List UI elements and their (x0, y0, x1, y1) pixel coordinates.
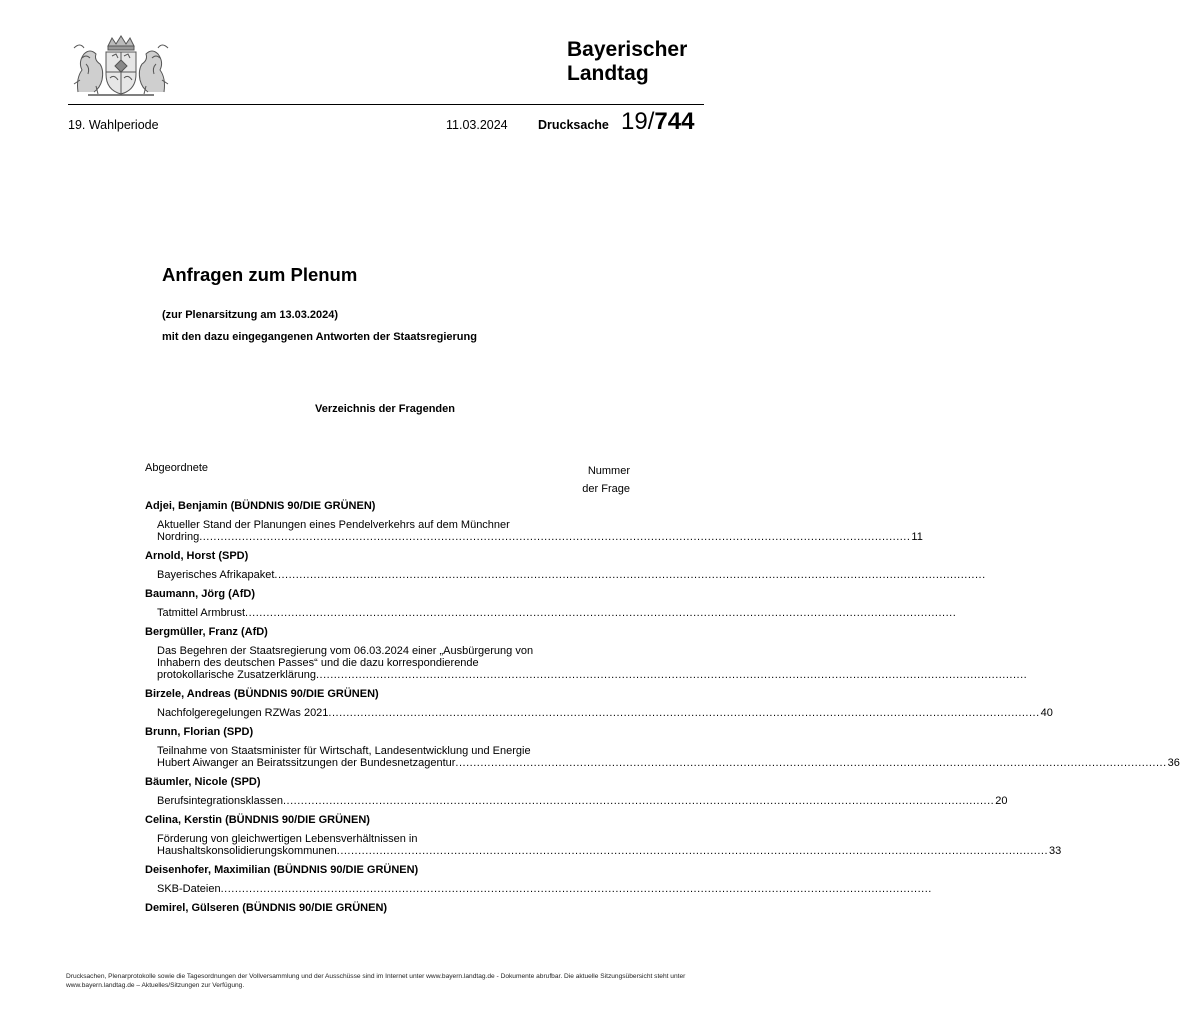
delegate-list (145, 499, 1180, 921)
question-topic (145, 607, 957, 619)
question-topic (145, 833, 1062, 857)
delegate-name: Baumann, Jörg (AfD) (145, 588, 255, 600)
dot-leader: ........................................................................................................................................................................................................ (274, 569, 986, 581)
brand-line-1: Bayerischer (567, 38, 688, 61)
topic-line: Das Begehren der Staatsregierung vom 06.03.2024 einer „Ausbürgerung von (157, 645, 534, 657)
topic-last-line (157, 795, 1008, 807)
bavarian-coat-of-arms-icon (68, 34, 174, 98)
topic-text: Berufsintegrationsklassen (157, 795, 283, 807)
question-number: 11 (911, 531, 923, 543)
question-topic (145, 745, 1180, 769)
list-item (145, 725, 1180, 769)
topic-text: Bayerisches Afrikapaket (157, 569, 275, 581)
topic-line: Aktueller Stand der Planungen eines Pendelverkehrs auf dem Münchner (157, 519, 510, 531)
topic-text: Nachfolgeregelungen RZWas 2021 (157, 707, 329, 719)
topic-last-line (157, 569, 986, 581)
wahlperiode: 19. Wahlperiode (68, 118, 159, 132)
drucksache-id: 744 (654, 108, 695, 135)
subtitle-answers: mit den dazu eingegangenen Antworten der Staatsregierung (162, 331, 477, 343)
page-title: Anfragen zum Plenum (162, 264, 358, 285)
topic-text: Haushaltskonsolidierungskommunen (157, 845, 337, 857)
topic-last-line (157, 531, 923, 543)
delegate-name: Celina, Kerstin (BÜNDNIS 90/DIE GRÜNEN) (145, 814, 370, 826)
topic-text: SKB-Dateien (157, 883, 221, 895)
list-item (145, 901, 631, 915)
dot-leader: ........................................................................................................................................................................................................ (336, 845, 1048, 857)
delegate-name: Birzele, Andreas (BÜNDNIS 90/DIE GRÜNEN) (145, 688, 379, 700)
delegate-name: Brunn, Florian (SPD) (145, 726, 254, 738)
dot-leader: ........................................................................................................................................................................................................ (282, 795, 995, 807)
question-number: 40 (1040, 707, 1053, 719)
header-divider (68, 104, 704, 105)
column-header-number-line1: Nummer (587, 465, 630, 477)
topic-line: Inhabern des deutschen Passes“ und die dazu korrespondierende (157, 657, 479, 669)
topic-text: Nordring (157, 531, 200, 543)
topic-last-line (157, 845, 1062, 857)
topic-last-line (157, 883, 932, 895)
question-number: 36 (1167, 757, 1180, 769)
dot-leader: ........................................................................................................................................................................................................ (245, 607, 957, 619)
document-date: 11.03.2024 (446, 118, 508, 132)
question-topic (145, 707, 1053, 719)
topic-last-line (157, 707, 1053, 719)
column-header-delegates: Abgeordnete (145, 462, 208, 474)
topic-text: Tatmittel Armbrust (157, 607, 246, 619)
column-header-number (530, 462, 630, 498)
question-topic (145, 569, 986, 581)
question-topic (145, 795, 1008, 807)
delegate-name: Demirel, Gülseren (BÜNDNIS 90/DIE GRÜNEN) (145, 902, 388, 914)
list-item (145, 775, 1008, 807)
question-topic (145, 883, 932, 895)
drucksache-prefix: 19/ (621, 108, 655, 135)
dot-leader: ........................................................................................................................................................................................................ (328, 707, 1040, 719)
delegate-name: Arnold, Horst (SPD) (145, 550, 249, 562)
drucksache-number (621, 108, 694, 136)
brand-line-2: Landtag (567, 62, 649, 85)
list-item (145, 549, 986, 581)
topic-last-line (157, 669, 1028, 681)
delegate-name: Deisenhofer, Maximilian (BÜNDNIS 90/DIE GRÜNEN) (145, 864, 419, 876)
drucksache-label: Drucksache (538, 118, 609, 132)
dot-leader: ........................................................................................................................................................................................................ (315, 669, 1028, 681)
topic-text: protokollarische Zusatzerklärung (157, 669, 316, 681)
list-item (145, 499, 923, 543)
delegate-name: Bergmüller, Franz (AfD) (145, 626, 268, 638)
dot-leader: ........................................................................................................................................................................................................ (455, 757, 1167, 769)
topic-last-line (157, 607, 957, 619)
list-item (145, 587, 957, 619)
question-number: 33 (1049, 845, 1062, 857)
subtitle-session: (zur Plenarsitzung am 13.03.2024) (162, 309, 339, 321)
topic-last-line (157, 757, 1180, 769)
dot-leader: ........................................................................................................................................................................................................ (199, 531, 911, 543)
delegate-name: Bäumler, Nicole (SPD) (145, 776, 261, 788)
topic-line: Teilnahme von Staatsminister für Wirtschaft, Landesentwicklung und Energie (157, 745, 531, 757)
list-item (145, 687, 1053, 719)
topic-text: Hubert Aiwanger an Beiratssitzungen der Bundesnetzagentur (157, 757, 456, 769)
footer-note: Drucksachen, Plenarprotokolle sowie die Tagesordnungen der Vollversammlung und der Ausschüsse sind im Internet unter www.bayern.landtag.de - Dokumente abrufbar. Die aktuelle Sitzungsübersicht steht unter www.bayern.landtag.de – Aktuelles/Sitzungen zur Verfügung. (66, 973, 686, 989)
question-number: 20 (995, 795, 1008, 807)
list-item (145, 863, 932, 895)
topic-line: Förderung von gleichwertigen Lebensverhältnissen in (157, 833, 418, 845)
list-item (145, 813, 1062, 857)
delegate-name: Adjei, Benjamin (BÜNDNIS 90/DIE GRÜNEN) (145, 500, 376, 512)
dot-leader: ........................................................................................................................................................................................................ (220, 883, 932, 895)
brand-name (567, 38, 687, 86)
toc-title: Verzeichnis der Fragenden (315, 403, 455, 415)
question-topic (145, 519, 923, 543)
question-topic (145, 645, 1028, 681)
list-item (145, 625, 1028, 681)
column-header-number-line2: der Frage (582, 483, 630, 495)
